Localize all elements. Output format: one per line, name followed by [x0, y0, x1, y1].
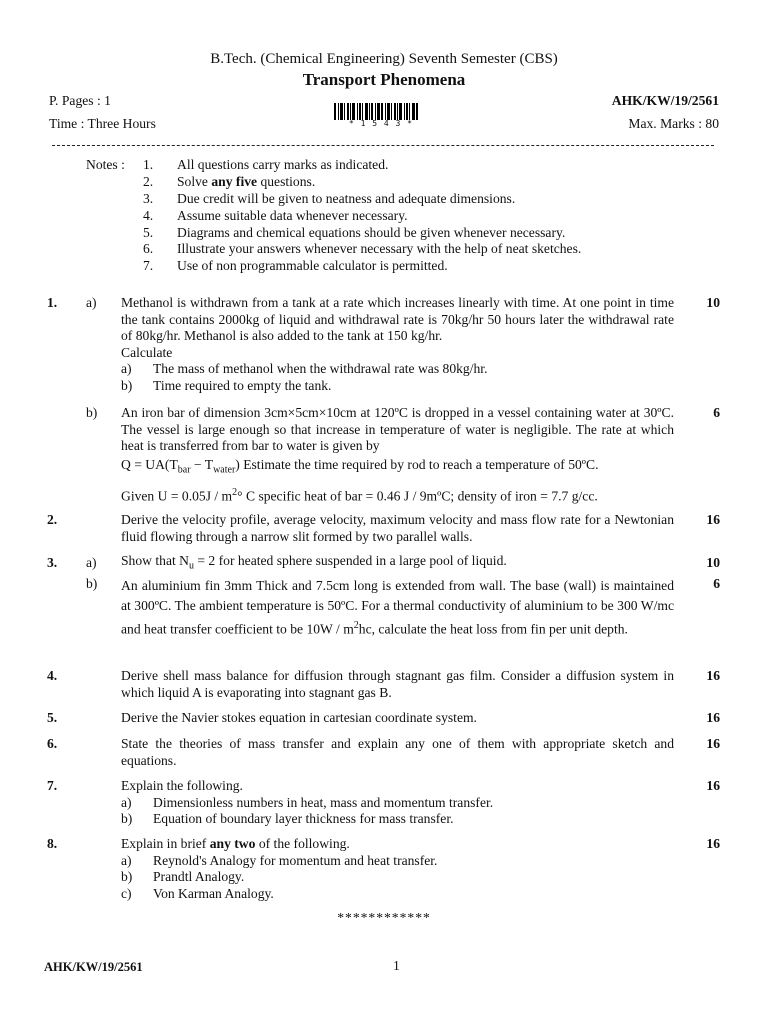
question-number: 1.: [47, 295, 58, 310]
marks: 10: [706, 295, 720, 310]
note-text: Assume suitable data whenever necessary.: [177, 208, 408, 223]
question-number: 6.: [47, 736, 58, 751]
question-number: 7.: [47, 778, 58, 793]
header-divider: [52, 145, 714, 146]
question-2-text: Derive the velocity profile, average velocity, maximum velocity and mass flow rate for a Newtonian fluid flowing through a narrow slit formed by two parallel walls.: [121, 512, 674, 544]
page-number: 1: [393, 958, 400, 973]
notes-label: Notes :: [86, 157, 125, 172]
note-text: All questions carry marks as indicated.: [177, 157, 389, 172]
note-text: Due credit will be given to neatness and adequate dimensions.: [177, 191, 516, 206]
time-label: Time : Three Hours: [49, 116, 156, 131]
note-text: Illustrate your answers whenever necessary with the help of neat sketches.: [177, 241, 582, 256]
note-number: 2.: [143, 174, 154, 189]
marks: 16: [706, 736, 720, 751]
note-text: Use of non programmable calculator is permitted.: [177, 258, 448, 273]
question-number: 2.: [47, 512, 58, 527]
question-number: 8.: [47, 836, 58, 851]
note-number: 3.: [143, 191, 154, 206]
subpart-label: b): [86, 405, 98, 420]
marks: 16: [706, 668, 720, 683]
marks: 6: [713, 576, 720, 591]
note-number: 7.: [143, 258, 154, 273]
question-number: 5.: [47, 710, 58, 725]
question-3b-text: An aluminium fin 3mm Thick and 7.5cm long is extended from wall. The base (wall) is maintained at 300ºC. The ambient temperature is 50ºC. For a thermal conductivity of aluminium to be 300 W/mc and heat transfer coefficient to be $10W / m^2hc$, calculate the heat loss from fin per unit depth.: [121, 578, 674, 637]
marks: 16: [706, 778, 720, 793]
marks: 6: [713, 405, 720, 420]
question-4-text: Derive shell mass balance for diffusion through stagnant gas film. Consider a diffusion system in which liquid A is evaporating into stagnant gas B.: [121, 668, 674, 700]
page-count: P. Pages : 1: [49, 93, 111, 108]
barcode-number: * 1 5 4 3 *: [349, 119, 413, 128]
question-7-text: Explain the following. a) Dimensionless numbers in heat, mass and momentum transfer. b) Equation of boundary layer thickness for mass transfer.: [121, 778, 494, 827]
note-text: Diagrams and chemical equations should be given whenever necessary.: [177, 225, 566, 240]
marks: 10: [706, 555, 720, 570]
question-1a-text: Methanol is withdrawn from a tank at a rate which increases linearly with time. At one point in time the tank contains 2000kg of liquid and withdrawal rate is 70kg/hr 50 hours later the withdrawal rate of 80kg/hr. Methanol is also added to the tank at 150 kg/hr. Calculate a) The mass of methanol when the withdrawal rate was 80kg/hr. b) Time required to empty the tank.: [121, 295, 674, 393]
footer-code: AHK/KW/19/2561: [44, 960, 143, 974]
note-number: 6.: [143, 241, 154, 256]
max-marks: Max. Marks : 80: [628, 116, 719, 131]
marks: 16: [706, 836, 720, 851]
question-number: 4.: [47, 668, 58, 683]
paper-code: AHK/KW/19/2561: [611, 93, 719, 108]
question-8-text: Explain in brief any two of the following. a) Reynold's Analogy for momentum and heat transfer. b) Prandtl Analogy. c) Von Karman Analogy.: [121, 836, 438, 901]
marks: 16: [706, 710, 720, 725]
question-number: 3.: [47, 555, 58, 570]
end-of-paper-mark: ************: [337, 910, 431, 925]
subpart-label: a): [86, 295, 97, 310]
question-3a-text: Show that $N_u = 2$ for heated sphere suspended in a large pool of liquid.: [121, 553, 507, 572]
note-number: 4.: [143, 208, 154, 223]
subpart-label: a): [86, 555, 97, 570]
note-text: Solve any five questions.: [177, 174, 316, 189]
note-number: 1.: [143, 157, 154, 172]
note-number: 5.: [143, 225, 154, 240]
subpart-label: b): [86, 576, 98, 591]
barcode-image: [334, 103, 428, 120]
question-5-text: Derive the Navier stokes equation in cartesian coordinate system.: [121, 710, 477, 725]
course-title: B.Tech. (Chemical Engineering) Seventh Semester (CBS): [210, 51, 558, 67]
marks: 16: [706, 512, 720, 527]
question-6-text: State the theories of mass transfer and explain any one of them with appropriate sketch and equations.: [121, 736, 674, 768]
subject-title: Transport Phenomena: [302, 70, 466, 89]
question-1b-text: An iron bar of dimension 3cm×5cm×10cm at 120ºC is dropped in a vessel containing water at 30ºC. The vessel is large enough so that increase in temperature of water is negligible. The rate at which heat is transferred from bar to water is given by $Q = UA(T_{bar} - T_{water})$ Estimate the time required by rod to reach a temperature of 50ºC. Given $U = 0.05J / m^2^\circ$ C specific heat of bar = 0.46 J / 9mºC; density of iron = 7.7 g/cc.: [121, 405, 674, 504]
